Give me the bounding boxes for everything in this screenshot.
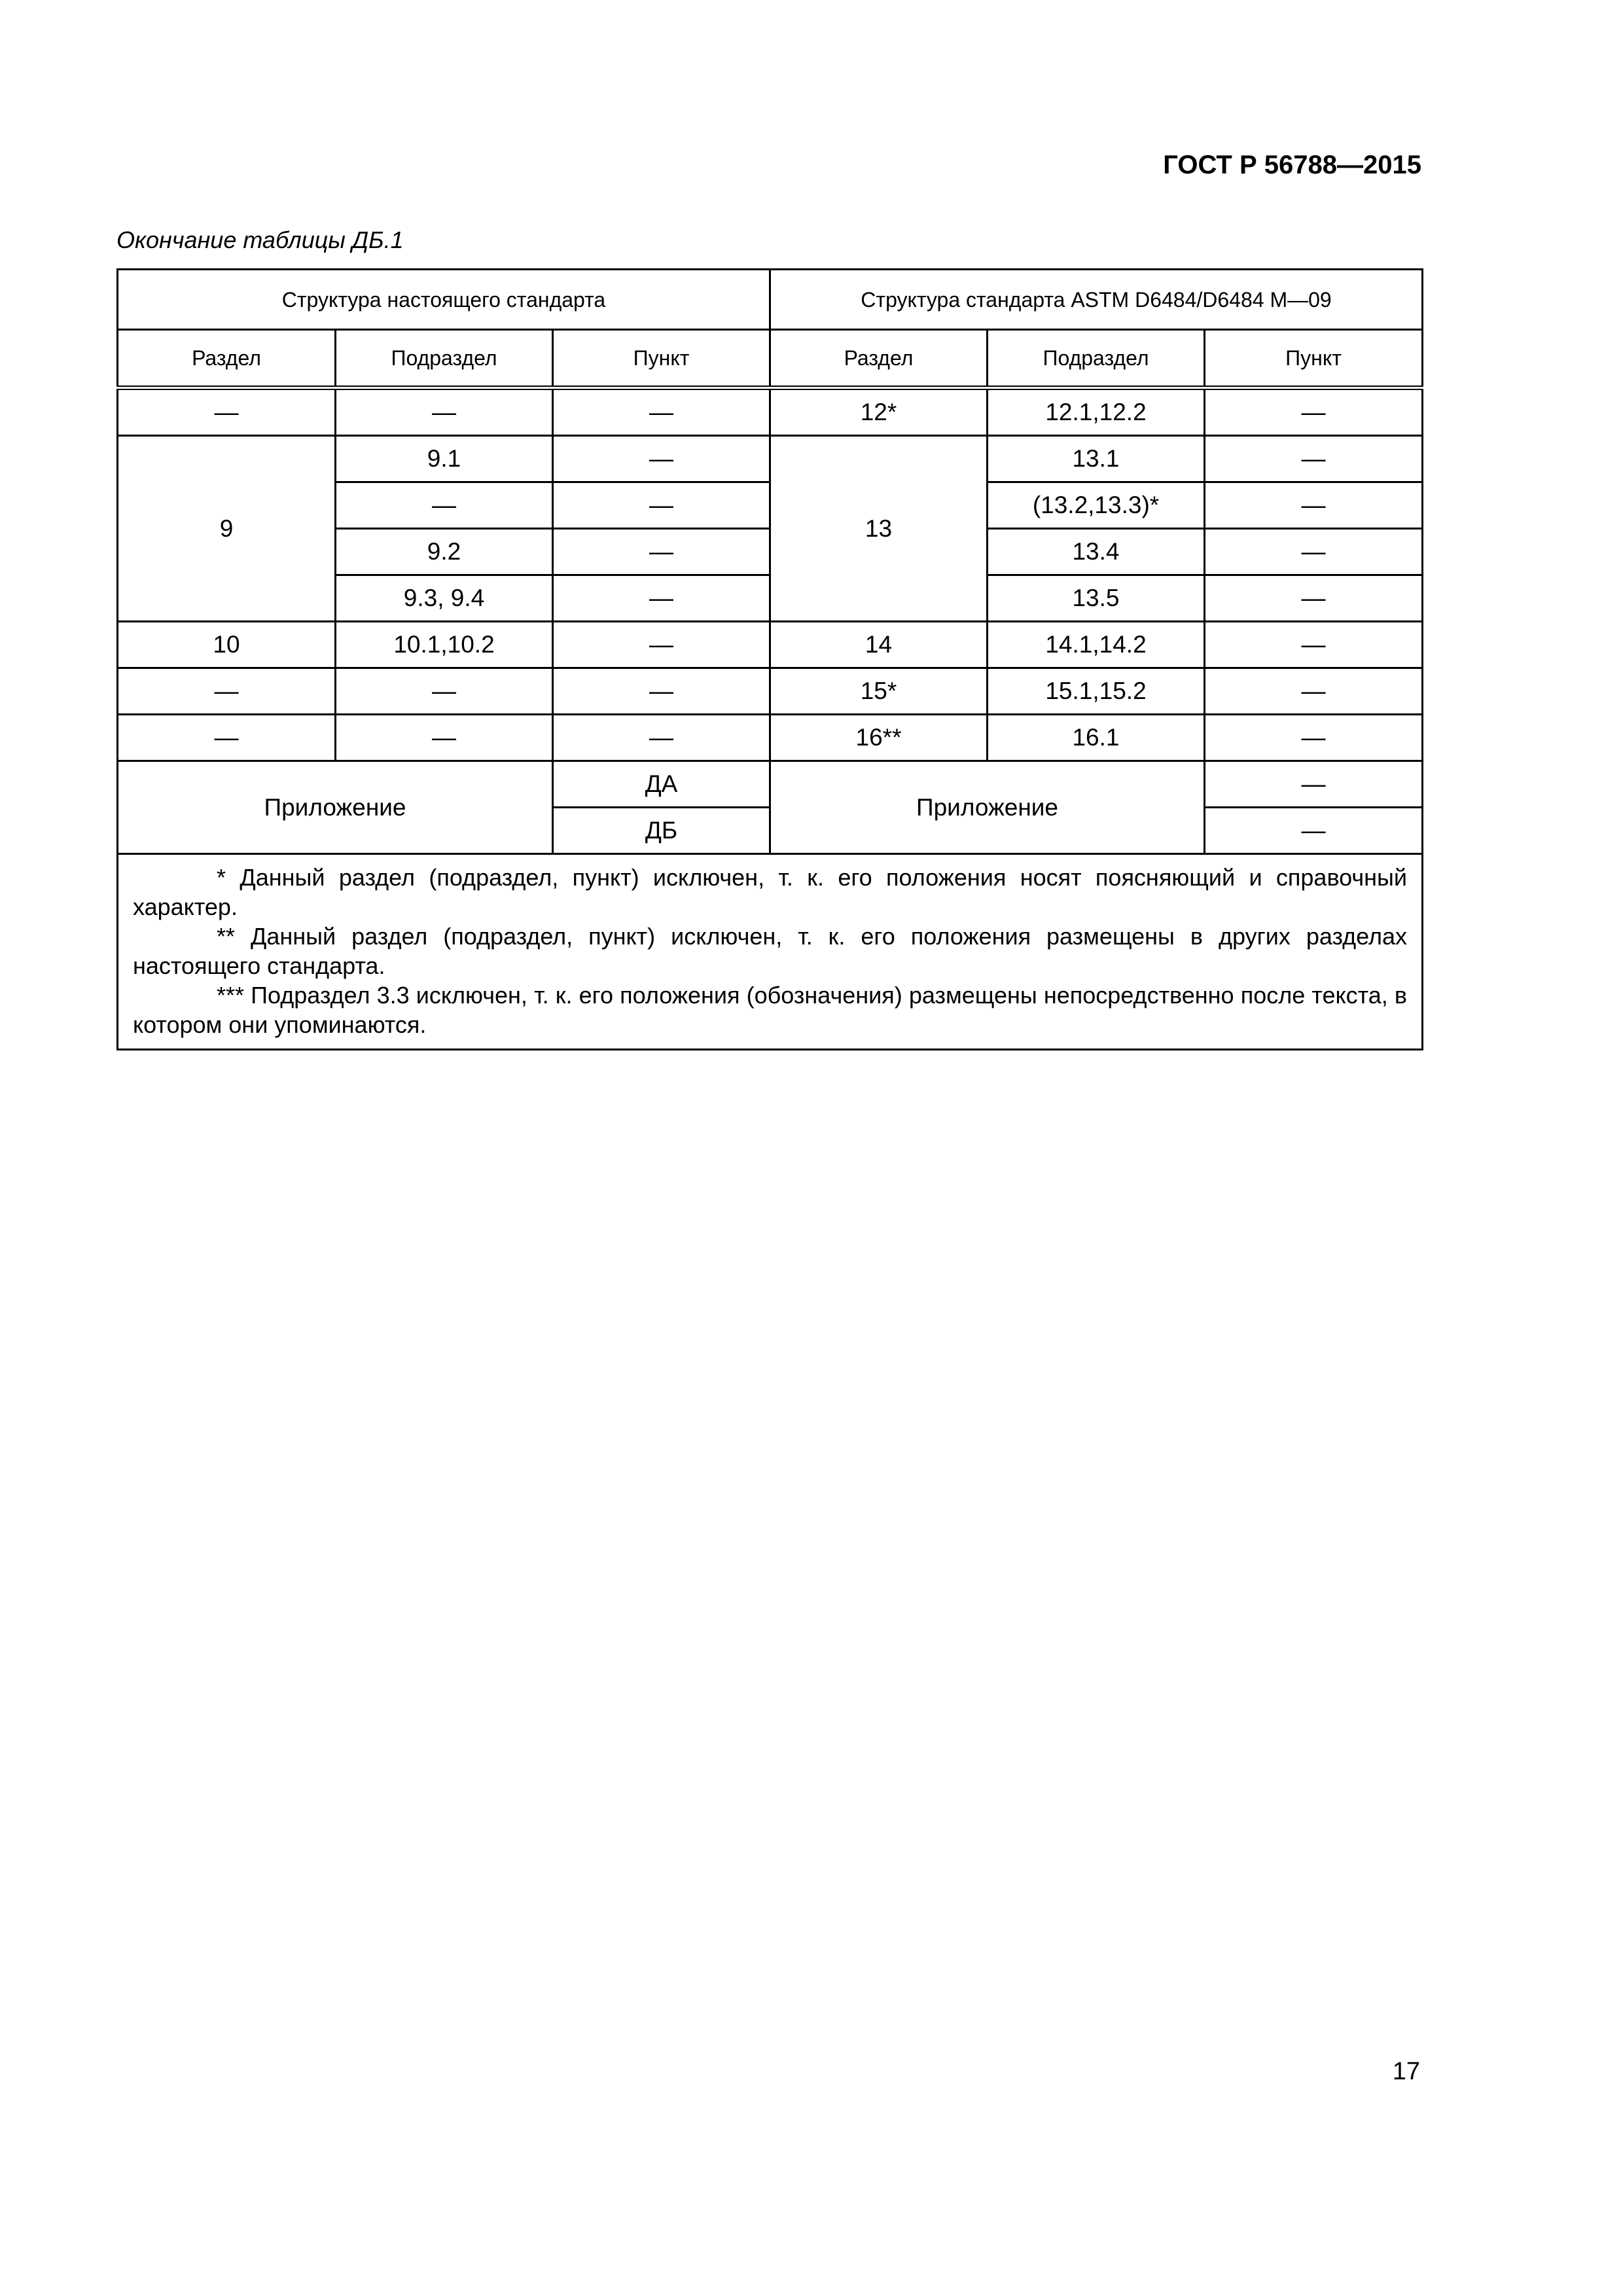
table-cell: — bbox=[118, 715, 336, 761]
table-row bbox=[118, 388, 1423, 436]
footnote: *** Подраздел 3.3 исключен, т. к. его положения (обозначения) размещены непосредственно после текста, в котором они упоминаются. bbox=[133, 982, 1408, 1038]
table-cell: 15.1,15.2 bbox=[988, 668, 1205, 715]
appendix-label-left: Приложение bbox=[118, 761, 553, 854]
page-number: 17 bbox=[1392, 2058, 1420, 2085]
table-cell: — bbox=[336, 668, 553, 715]
footnotes-row bbox=[118, 854, 1423, 1050]
table-cell: — bbox=[553, 575, 770, 622]
table-cell: (13.2,13.3)* bbox=[988, 482, 1205, 529]
column-header: Пункт bbox=[553, 330, 770, 388]
table-cell: 12* bbox=[770, 388, 988, 436]
table-cell: — bbox=[336, 715, 553, 761]
column-header: Раздел bbox=[118, 330, 336, 388]
appendix-item: — bbox=[1205, 808, 1423, 854]
table-cell: — bbox=[1205, 482, 1423, 529]
table-cell: 13.1 bbox=[988, 436, 1205, 482]
table-cell: 14.1,14.2 bbox=[988, 622, 1205, 668]
table-cell: — bbox=[553, 715, 770, 761]
structure-table bbox=[116, 268, 1423, 1050]
appendix-item: ДА bbox=[553, 761, 770, 808]
table-cell: 9.2 bbox=[336, 529, 553, 575]
table-row bbox=[118, 622, 1423, 668]
table-cell: — bbox=[553, 482, 770, 529]
table-cell: — bbox=[118, 388, 336, 436]
table-cell: — bbox=[553, 436, 770, 482]
table-cell: — bbox=[553, 668, 770, 715]
table-cell: 13.5 bbox=[988, 575, 1205, 622]
column-header: Подраздел bbox=[336, 330, 553, 388]
table-cell: — bbox=[553, 388, 770, 436]
table-cell: — bbox=[1205, 436, 1423, 482]
table-column-header-row bbox=[118, 330, 1423, 388]
table-cell: — bbox=[118, 668, 336, 715]
group-header-this-standard: Структура настоящего стандарта bbox=[118, 270, 770, 330]
table-cell: — bbox=[336, 388, 553, 436]
appendix-label-right: Приложение bbox=[770, 761, 1205, 854]
table-cell: — bbox=[336, 482, 553, 529]
table-cell: 15* bbox=[770, 668, 988, 715]
table-cell: 10.1,10.2 bbox=[336, 622, 553, 668]
group-header-astm-standard: Структура стандарта ASTM D6484/D6484 M—09 bbox=[770, 270, 1423, 330]
table-caption: Окончание таблицы ДБ.1 bbox=[116, 226, 404, 253]
table-cell: 16** bbox=[770, 715, 988, 761]
table-cell: 13 bbox=[770, 436, 988, 622]
table-cell: — bbox=[553, 622, 770, 668]
appendix-item: — bbox=[1205, 761, 1423, 808]
standard-code: ГОСТ Р 56788—2015 bbox=[1163, 151, 1421, 179]
table-cell: 9.1 bbox=[336, 436, 553, 482]
table-cell: 14 bbox=[770, 622, 988, 668]
table-row bbox=[118, 436, 1423, 482]
table-cell: — bbox=[1205, 388, 1423, 436]
table-cell: 13.4 bbox=[988, 529, 1205, 575]
table-row bbox=[118, 715, 1423, 761]
column-header: Подраздел bbox=[988, 330, 1205, 388]
column-header: Пункт bbox=[1205, 330, 1423, 388]
table-cell: — bbox=[1205, 715, 1423, 761]
table-cell: 9 bbox=[118, 436, 336, 622]
footnote: ** Данный раздел (подраздел, пункт) исключен, т. к. его положения размещены в других разделах настоящего стандарта. bbox=[133, 923, 1408, 979]
table-cell: — bbox=[553, 529, 770, 575]
footnotes-cell bbox=[118, 854, 1423, 1050]
column-header: Раздел bbox=[770, 330, 988, 388]
table-cell: — bbox=[1205, 575, 1423, 622]
table-cell: — bbox=[1205, 622, 1423, 668]
table-cell: 12.1,12.2 bbox=[988, 388, 1205, 436]
table-cell: 10 bbox=[118, 622, 336, 668]
footnote: * Данный раздел (подраздел, пункт) исключен, т. к. его положения носят поясняющий и справочный характер. bbox=[133, 864, 1408, 920]
table-cell: 9.3, 9.4 bbox=[336, 575, 553, 622]
table-cell: — bbox=[1205, 668, 1423, 715]
table-cell: — bbox=[1205, 529, 1423, 575]
appendix-item: ДБ bbox=[553, 808, 770, 854]
table-row bbox=[118, 668, 1423, 715]
table-group-header-row bbox=[118, 270, 1423, 330]
table-cell: 16.1 bbox=[988, 715, 1205, 761]
appendix-row bbox=[118, 761, 1423, 808]
